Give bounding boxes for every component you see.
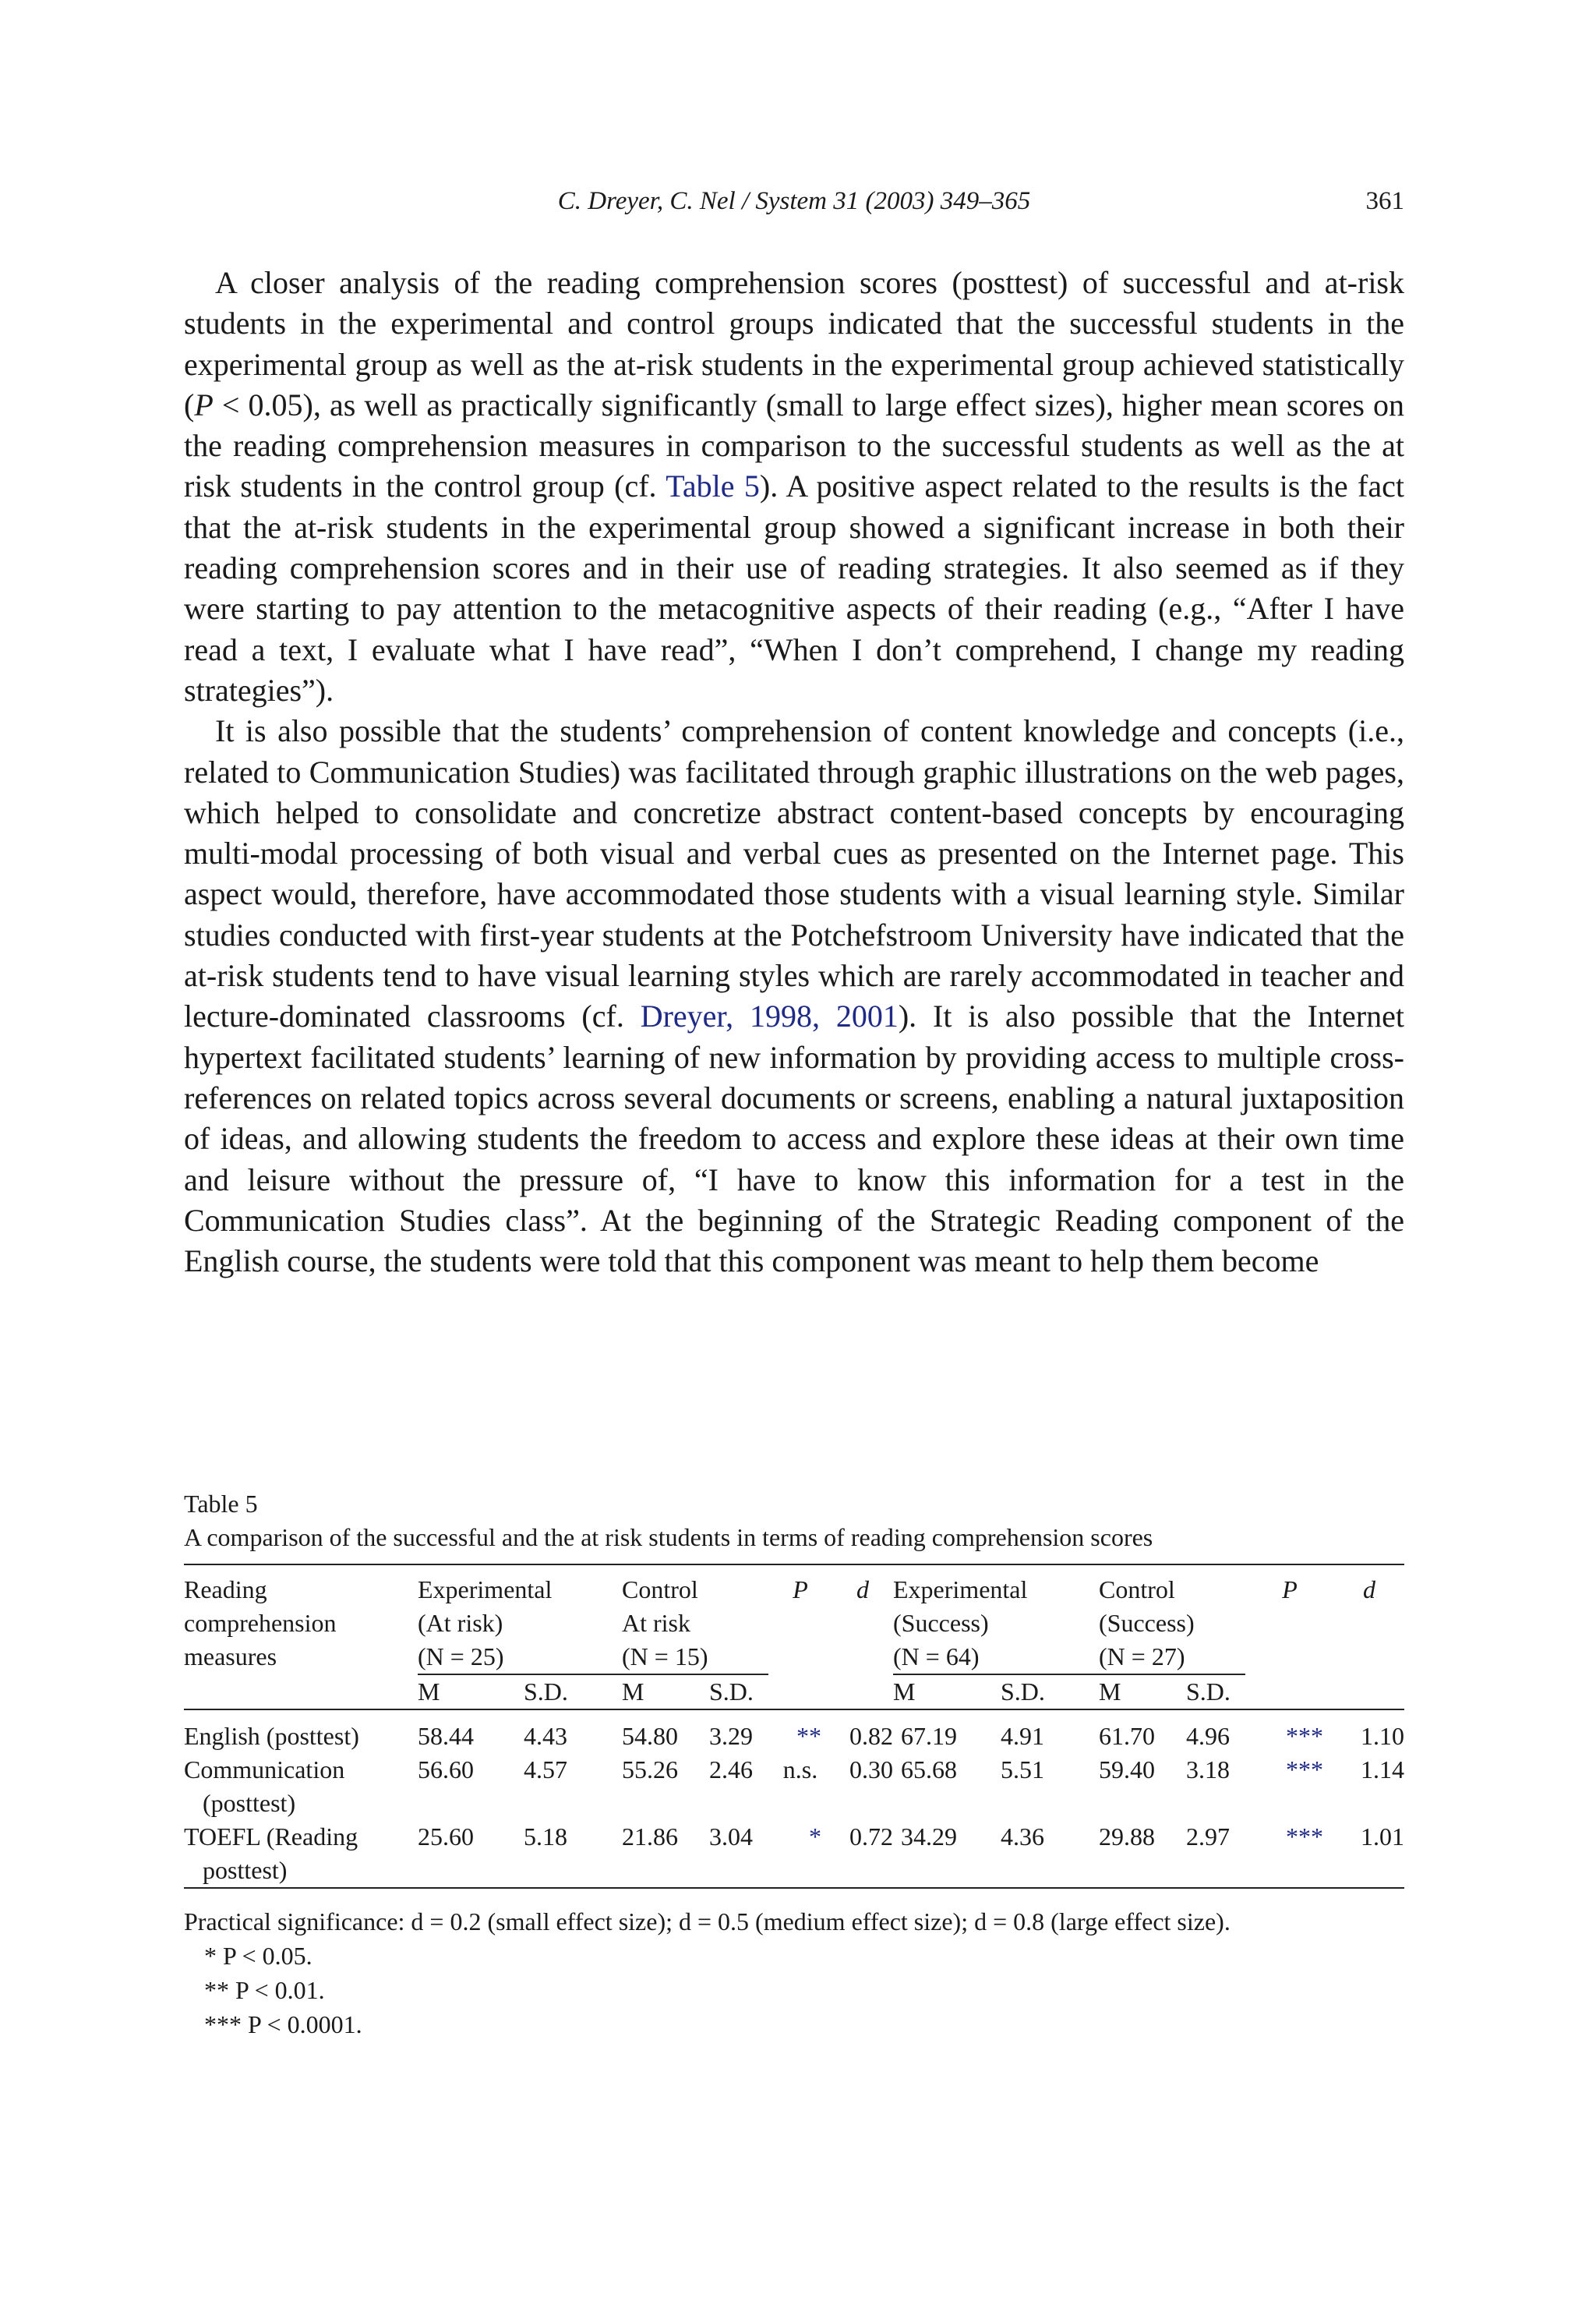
header-line: Experimental — [893, 1575, 1028, 1603]
header-line: At risk — [622, 1609, 690, 1637]
row-label — [184, 1720, 418, 1753]
subheader-row — [184, 1674, 1404, 1709]
table-row — [184, 1720, 1404, 1753]
table-notes — [184, 1904, 1404, 2041]
practical-significance-note: Practical significance: d = 0.2 (small effect size); d = 0.5 (medium effect size); d = 0.8 (large effect size). — [184, 1907, 1231, 1935]
table-row — [184, 1820, 1404, 1887]
body-text — [184, 263, 1404, 1281]
table-bottom-rule — [184, 1887, 1404, 1889]
effect-size-cell: 1.01 — [1361, 1822, 1404, 1851]
subheader-sd: S.D. — [709, 1677, 754, 1706]
table-5-link[interactable]: Table 5 — [666, 468, 760, 504]
header-exp-success — [893, 1573, 1099, 1674]
cell: 3.29 — [709, 1722, 753, 1750]
cell: 25.60 — [418, 1822, 474, 1851]
cell: 2.97 — [1186, 1822, 1230, 1851]
cell: 3.04 — [709, 1822, 753, 1851]
header-p-1: P — [793, 1575, 808, 1603]
cell: 5.18 — [524, 1822, 567, 1851]
cell: 4.36 — [1001, 1822, 1044, 1851]
header-d-1: d — [856, 1575, 869, 1603]
header-ctrl-atrisk — [622, 1573, 768, 1674]
header-line: Control — [1099, 1575, 1175, 1603]
significance-cell: *** — [1286, 1755, 1323, 1783]
header-measures-line: measures — [184, 1642, 277, 1670]
p-variable: P — [194, 387, 214, 422]
header-line: Experimental — [418, 1575, 553, 1603]
header-measures — [184, 1573, 418, 1674]
header-row — [184, 1573, 1404, 1674]
row-label-text: English (posttest) — [184, 1722, 359, 1750]
significance-cell: ** — [796, 1722, 821, 1750]
subheader-sd: S.D. — [1186, 1677, 1231, 1706]
paragraph-1-text-a: A closer analysis of the reading comprehension scores (posttest) of successful and at-risk students in the experimental and control groups indicated that the successful students in the experimental group as well as the at-risk students in the experimental group achieved statistically ( — [184, 265, 1404, 422]
cell: 54.80 — [622, 1722, 678, 1750]
header-ctrl-success — [1099, 1573, 1245, 1674]
footnote: ** P < 0.01. — [204, 1976, 325, 2004]
effect-size-cell: 0.30 — [849, 1755, 893, 1783]
subheader-sd: S.D. — [1001, 1677, 1045, 1706]
cell: 2.46 — [709, 1755, 753, 1783]
header-line: (N = 27) — [1099, 1642, 1185, 1670]
cell: 61.70 — [1099, 1722, 1155, 1750]
table-top-rule — [184, 1564, 1404, 1565]
cell: 21.86 — [622, 1822, 678, 1851]
effect-size-cell: 0.82 — [849, 1722, 893, 1750]
significance-cell: *** — [1286, 1722, 1323, 1750]
paragraph-2-text-a: It is also possible that the students’ comprehension of content knowledge and concepts (i.e., related to Communication Studies) was facilitated through graphic illustrations on the web pages, which helped to consolidate and concretize abstract content-based concepts by encouraging multi-modal processing of both visual and verbal cues as presented on the Internet page. This aspect would, therefore, have accommodated those students with a visual learning style. Similar studies conducted with first-year students at the Potchefstroom University have indicated that the at-risk students tend to have visual learning styles which are rarely accommodated in teacher and lecture-dominated classrooms (cf. — [184, 713, 1404, 1034]
paragraph-2-text-b: ). It is also possible that the Internet hypertext facilitated students’ learning of new information by providing access to multiple cross-references on related topics across several documents or screens, enabling a natural juxtaposition of ideas, and allowing students the freedom to access and explore these ideas at their own time and leisure without the pressure of, “I have to know this information for a test in the Communication Studies class”. At the beginning of the Strategic Reading component of the English course, the students were told that this component was meant to help them become — [184, 999, 1405, 1279]
header-line: (At risk) — [418, 1609, 503, 1637]
cell: 34.29 — [901, 1822, 957, 1851]
subheader-m: M — [622, 1677, 644, 1706]
table-label: Table 5 — [184, 1490, 258, 1518]
header-line: (N = 15) — [622, 1642, 708, 1670]
effect-size-cell: 0.72 — [849, 1822, 893, 1851]
subheader-m: M — [418, 1677, 440, 1706]
significance-cell: *** — [1286, 1822, 1323, 1851]
header-line: (N = 64) — [893, 1642, 980, 1670]
paragraph-1-text-b: < 0.05), as well as practically significantly (small to large effect sizes), higher mean scores on the reading comprehension measures in comparison to the successful students as well as the at risk students in the control group (cf. — [184, 387, 1404, 504]
cell: 29.88 — [1099, 1822, 1155, 1851]
table-row — [184, 1753, 1404, 1820]
dreyer-citation-link[interactable]: Dreyer, 1998, 2001 — [640, 999, 899, 1034]
cell: 5.51 — [1001, 1755, 1044, 1783]
table-caption: A comparison of the successful and the at risk students in terms of reading comprehension scores — [184, 1523, 1153, 1551]
header-line: Control — [622, 1575, 698, 1603]
header-measures-line: comprehension — [184, 1609, 337, 1637]
cell: 56.60 — [418, 1755, 474, 1783]
row-label-cont: posttest) — [203, 1856, 288, 1884]
cell: 59.40 — [1099, 1755, 1155, 1783]
cell: 3.18 — [1186, 1755, 1230, 1783]
cell: 58.44 — [418, 1722, 474, 1750]
significance-cell: n.s. — [782, 1755, 818, 1783]
header-line: (Success) — [893, 1609, 989, 1637]
row-label-cont: (posttest) — [203, 1789, 296, 1817]
significance-cell: * — [809, 1822, 821, 1851]
header-p-2: P — [1282, 1575, 1298, 1603]
subheader-m: M — [1099, 1677, 1121, 1706]
cell: 55.26 — [622, 1755, 678, 1783]
subheader-sd: S.D. — [524, 1677, 568, 1706]
cell: 4.96 — [1186, 1722, 1230, 1750]
running-head — [184, 187, 1404, 221]
effect-size-cell: 1.14 — [1361, 1755, 1404, 1783]
page-number: 361 — [1365, 187, 1404, 215]
paragraph-2 — [184, 711, 1404, 1281]
row-label — [184, 1820, 418, 1887]
subheader-m: M — [893, 1677, 916, 1706]
table-row — [184, 1710, 1404, 1720]
results-table — [184, 1573, 1404, 1887]
header-line: (Success) — [1099, 1609, 1195, 1637]
row-label-text: TOEFL (Reading — [184, 1822, 358, 1851]
row-label-text: Communication — [184, 1755, 345, 1783]
footnote: * P < 0.05. — [204, 1942, 312, 1970]
cell: 4.91 — [1001, 1722, 1044, 1750]
effect-size-cell: 1.10 — [1361, 1722, 1404, 1750]
header-d-2: d — [1363, 1575, 1375, 1603]
paragraph-1-text-c: ). A positive aspect related to the results is the fact that the at-risk students in the experimental group showed a significant increase in both their reading comprehension scores and in their use of reading strategies. It also seemed as if they were starting to pay attention to the metacognitive aspects of their reading (e.g., “After I have read a text, I evaluate what I have read”, “When I don’t comprehend, I change my reading strategies”). — [184, 468, 1404, 708]
footnote: *** P < 0.0001. — [204, 2010, 362, 2038]
cell: 67.19 — [901, 1722, 957, 1750]
table-5 — [184, 1487, 1404, 2041]
cell: 4.43 — [524, 1722, 567, 1750]
header-line: (N = 25) — [418, 1642, 504, 1670]
running-head-title: C. Dreyer, C. Nel / System 31 (2003) 349–365 — [557, 187, 1031, 215]
header-measures-line: Reading — [184, 1575, 267, 1603]
header-exp-atrisk — [418, 1573, 622, 1674]
cell: 65.68 — [901, 1755, 957, 1783]
cell: 4.57 — [524, 1755, 567, 1783]
paragraph-1 — [184, 263, 1404, 711]
row-label — [184, 1753, 418, 1820]
